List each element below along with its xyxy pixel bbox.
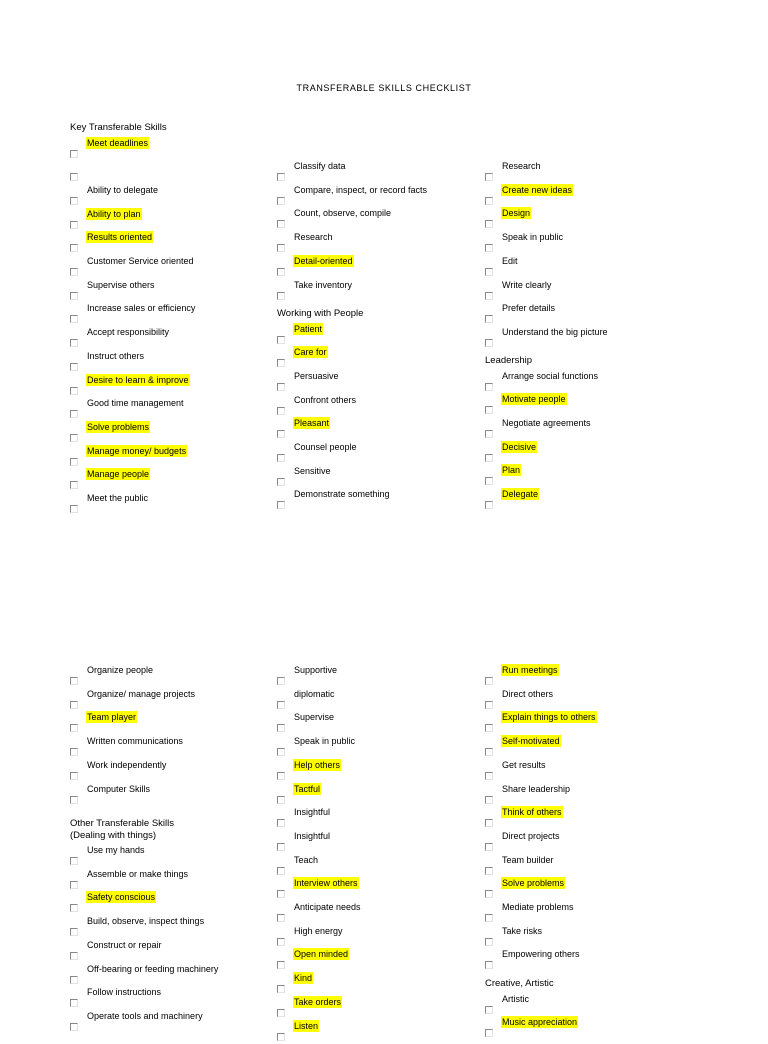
- checklist-item-label: Organize people: [87, 665, 154, 675]
- checklist-item: [485, 1016, 685, 1040]
- checklist-item: [70, 844, 270, 868]
- checklist-item-label: Take inventory: [294, 279, 353, 290]
- checklist-item-label: Results oriented: [87, 232, 153, 243]
- checklist-item: [70, 939, 270, 963]
- checklist-item: [277, 996, 477, 1020]
- checkbox-icon[interactable]: [485, 477, 493, 485]
- checklist-item: [70, 208, 270, 232]
- checkbox-icon[interactable]: [70, 976, 78, 984]
- checklist-item: [485, 370, 685, 394]
- checklist-item-label: Solve problems: [502, 878, 565, 889]
- checkbox-icon[interactable]: [70, 796, 78, 804]
- checklist-item: [485, 664, 685, 688]
- checkbox-icon[interactable]: [485, 315, 493, 323]
- checkbox-icon[interactable]: [277, 772, 285, 780]
- checklist-item-label: Delegate: [502, 489, 539, 499]
- checklist-item: [70, 374, 270, 398]
- section-heading: Creative, Artistic: [485, 978, 554, 989]
- checkbox-icon[interactable]: [70, 481, 78, 489]
- checklist-item-label: Tactful: [294, 783, 321, 794]
- checklist-item: [485, 783, 685, 807]
- checklist-item-label: Insightful: [294, 807, 331, 818]
- checklist-item-label: Meet deadlines: [87, 137, 149, 148]
- checkbox-icon[interactable]: [485, 501, 493, 509]
- checklist-item-label: Insightful: [294, 830, 331, 841]
- checklist-item: [70, 891, 270, 915]
- checkbox-icon[interactable]: [277, 268, 285, 276]
- checklist-item-label: Good time management: [87, 398, 184, 409]
- checkbox-icon[interactable]: [70, 221, 78, 229]
- checklist-item: [277, 711, 477, 735]
- checklist-item: [277, 323, 477, 347]
- checklist-item-label: Artistic: [502, 993, 529, 1004]
- checklist-item-label: Organize/ manage projects: [87, 688, 196, 699]
- checkbox-icon[interactable]: [70, 701, 78, 709]
- checkbox-icon[interactable]: [70, 505, 78, 513]
- checkbox-icon[interactable]: [485, 268, 493, 276]
- checklist-item-label: Understand the big picture: [502, 326, 608, 337]
- checkbox-icon[interactable]: [485, 244, 493, 252]
- checklist-item-label: Manage people: [87, 469, 150, 480]
- checklist-item: [485, 711, 685, 735]
- checklist-item-label: Supervise others: [87, 279, 155, 290]
- checklist-item-label: Anticipate needs: [294, 902, 361, 912]
- checklist-item: [277, 806, 477, 830]
- checklist-item: [277, 441, 477, 465]
- checklist-item: [277, 783, 477, 807]
- checklist-item: [70, 735, 270, 759]
- checklist-item-label: High energy: [294, 925, 343, 936]
- page-title: TRANSFERABLE SKILLS CHECKLIST: [296, 83, 472, 93]
- checklist-item-label: Empowering others: [502, 949, 580, 960]
- checklist-item-label: Counsel people: [294, 442, 357, 452]
- checklist-item-label: Edit: [502, 255, 518, 266]
- checkbox-icon[interactable]: [485, 173, 493, 181]
- checklist-item: [277, 759, 477, 783]
- checklist-item: [485, 925, 685, 949]
- checklist-item-label: Motivate people: [502, 394, 566, 405]
- checklist-item-label: Compare, inspect, or record facts: [294, 184, 428, 195]
- checklist-item-label: Help others: [294, 759, 341, 770]
- checklist-item: [70, 184, 270, 208]
- checkbox-icon[interactable]: [277, 701, 285, 709]
- checkbox-icon[interactable]: [70, 387, 78, 395]
- checklist-item-label: Sensitive: [294, 465, 331, 476]
- checklist-item: [277, 417, 477, 441]
- checkbox-icon[interactable]: [277, 197, 285, 205]
- checklist-item: [70, 492, 270, 516]
- checklist-item-label: Confront others: [294, 394, 357, 405]
- checklist-item: [277, 207, 477, 231]
- checklist-item: [277, 231, 477, 255]
- section-heading: Working with People: [277, 308, 364, 319]
- checklist-item-label: Written communications: [87, 736, 183, 747]
- checkbox-icon[interactable]: [70, 999, 78, 1007]
- checklist-item: [485, 279, 685, 303]
- checklist-item: [70, 279, 270, 303]
- checklist-item: [277, 877, 477, 901]
- checklist-item-label: Off-bearing or feeding machinery: [87, 963, 219, 974]
- checklist-item: [485, 441, 685, 465]
- checkbox-icon[interactable]: [485, 677, 493, 685]
- checklist-item: [70, 711, 270, 735]
- checkbox-icon[interactable]: [485, 748, 493, 756]
- checklist-item-label: Decisive: [502, 441, 537, 452]
- checklist-item-label: Negotiate agreements: [502, 417, 591, 428]
- checklist-item-label: Computer Skills: [87, 783, 151, 794]
- checkbox-icon[interactable]: [277, 1033, 285, 1041]
- checkbox-icon[interactable]: [277, 292, 285, 300]
- checklist-item-label: Increase sales or efficiency: [87, 303, 196, 314]
- checkbox-icon[interactable]: [277, 244, 285, 252]
- checklist-item-label: Teach: [294, 854, 319, 865]
- checklist-item: [485, 417, 685, 441]
- checklist-item: [485, 231, 685, 255]
- checkbox-icon[interactable]: [485, 961, 493, 969]
- checklist-item-label: Arrange social functions: [502, 370, 599, 381]
- checkbox-icon[interactable]: [70, 315, 78, 323]
- checklist-item: [277, 972, 477, 996]
- checklist-item: [70, 664, 270, 688]
- checklist-item: [485, 854, 685, 878]
- checkbox-icon[interactable]: [70, 339, 78, 347]
- checkbox-icon[interactable]: [277, 796, 285, 804]
- checkbox-icon[interactable]: [277, 430, 285, 438]
- checklist-item: [485, 877, 685, 901]
- checklist-item-label: Get results: [502, 759, 546, 770]
- checkbox-icon[interactable]: [485, 914, 493, 922]
- checkbox-icon[interactable]: [277, 478, 285, 486]
- checklist-item: [485, 830, 685, 854]
- checklist-item-label: Detail-oriented: [294, 255, 353, 266]
- checkbox-icon[interactable]: [277, 359, 285, 367]
- checkbox-icon[interactable]: [485, 843, 493, 851]
- checkbox-icon[interactable]: [70, 434, 78, 442]
- checklist-item: [277, 160, 477, 184]
- checkbox-icon[interactable]: [277, 1009, 285, 1017]
- checkbox-icon[interactable]: [485, 339, 493, 347]
- checklist-item-label: Accept responsibility: [87, 327, 170, 338]
- checkbox-icon[interactable]: [70, 1023, 78, 1031]
- checkbox-icon[interactable]: [485, 1006, 493, 1014]
- checklist-item: [485, 993, 685, 1017]
- checkbox-icon[interactable]: [485, 796, 493, 804]
- checkbox-icon[interactable]: [485, 454, 493, 462]
- checklist-item: [277, 925, 477, 949]
- section-heading: Key Transferable Skills: [70, 122, 167, 133]
- checklist-item: [485, 806, 685, 830]
- checklist-item-label: Research: [502, 161, 541, 171]
- checkbox-icon[interactable]: [277, 819, 285, 827]
- checkbox-icon[interactable]: [485, 220, 493, 228]
- checklist-item-label: Assemble or make things: [87, 868, 189, 879]
- checklist-item-label: Meet the public: [87, 493, 149, 503]
- checklist-item-label: Music appreciation: [502, 1017, 578, 1028]
- section-heading: Other Transferable Skills: [70, 818, 175, 829]
- checklist-item-label: Build, observe, inspect things: [87, 916, 205, 927]
- checkbox-icon[interactable]: [277, 938, 285, 946]
- checklist-item: [70, 421, 270, 445]
- checkbox-icon[interactable]: [277, 407, 285, 415]
- checkbox-icon[interactable]: [277, 677, 285, 685]
- checklist-item: [277, 279, 477, 303]
- checklist-item: [485, 393, 685, 417]
- checklist-item: [277, 948, 477, 972]
- checklist-item: [70, 688, 270, 712]
- checklist-item: [277, 664, 477, 688]
- checklist-item-label: Operate tools and machinery: [87, 1010, 203, 1021]
- checkbox-icon[interactable]: [277, 748, 285, 756]
- checklist-item-label: Create new ideas: [502, 184, 573, 195]
- checkbox-icon[interactable]: [277, 220, 285, 228]
- checklist-item: [485, 326, 685, 350]
- checklist-item-label: Kind: [294, 973, 313, 984]
- checkbox-icon[interactable]: [485, 430, 493, 438]
- checklist-item: [485, 207, 685, 231]
- checkbox-icon[interactable]: [70, 772, 78, 780]
- checkbox-icon[interactable]: [70, 928, 78, 936]
- checklist-item: [70, 1010, 270, 1034]
- checklist-item-label: Solve problems: [87, 421, 150, 432]
- checklist-item: [277, 488, 477, 512]
- checklist-item-label: Direct others: [502, 688, 554, 699]
- checklist-item: [485, 184, 685, 208]
- checklist-item: [277, 735, 477, 759]
- checklist-item-label: Safety conscious: [87, 892, 156, 903]
- checkbox-icon[interactable]: [277, 867, 285, 875]
- section-heading: (Dealing with things): [70, 829, 157, 841]
- checkbox-icon[interactable]: [277, 173, 285, 181]
- checklist-item-label: Ability to plan: [87, 208, 141, 219]
- checklist-item-label: Speak in public: [294, 736, 356, 747]
- checklist-item-label: Manage money/ budgets: [87, 445, 187, 456]
- checkbox-icon[interactable]: [485, 406, 493, 414]
- checklist-item: [485, 735, 685, 759]
- checklist-item-label: Share leadership: [502, 783, 571, 794]
- checklist-item-label: Team builder: [502, 854, 554, 865]
- checkbox-icon[interactable]: [70, 150, 78, 158]
- checklist-item: [70, 445, 270, 469]
- checklist-item-label: Count, observe, compile: [294, 208, 392, 219]
- checklist-item: [277, 465, 477, 489]
- checkbox-icon[interactable]: [485, 724, 493, 732]
- checkbox-icon[interactable]: [485, 1029, 493, 1037]
- checklist-item-label: Patient: [294, 323, 323, 334]
- checklist-item-label: Mediate problems: [502, 902, 574, 912]
- checkbox-icon[interactable]: [277, 985, 285, 993]
- checklist-item-label: Self-motivated: [502, 736, 560, 747]
- checklist-item: [70, 783, 270, 807]
- checklist-item: [485, 759, 685, 783]
- checklist-item-label: Direct projects: [502, 830, 560, 841]
- checklist-item: [70, 231, 270, 255]
- checklist-item: [485, 901, 685, 925]
- checklist-item-label: Open minded: [294, 949, 349, 960]
- checklist-item: [485, 255, 685, 279]
- checklist-item-label: Plan: [502, 465, 521, 476]
- checkbox-icon[interactable]: [485, 701, 493, 709]
- section-heading: Leadership: [485, 355, 533, 366]
- checkbox-icon[interactable]: [70, 458, 78, 466]
- checklist-item: [70, 963, 270, 987]
- checklist-item-label: Run meetings: [502, 665, 558, 675]
- checkbox-icon[interactable]: [70, 952, 78, 960]
- checklist-item-label: Demonstrate something: [294, 489, 390, 500]
- checklist-item-label: Persuasive: [294, 370, 339, 381]
- checklist-item-label: Take orders: [294, 996, 342, 1007]
- checklist-item-label: Ability to delegate: [87, 184, 159, 195]
- checklist-item: [70, 326, 270, 350]
- checklist-item: [277, 688, 477, 712]
- checklist-item-label: Take risks: [502, 925, 543, 936]
- checklist-item: [485, 488, 685, 512]
- checklist-item-label: Prefer details: [502, 303, 556, 314]
- checkbox-icon[interactable]: [485, 819, 493, 827]
- checklist-item: [70, 302, 270, 326]
- checklist-item-label: Team player: [87, 712, 137, 723]
- checkbox-icon[interactable]: [485, 890, 493, 898]
- checklist-item: [485, 948, 685, 972]
- checkbox-icon[interactable]: [70, 677, 78, 685]
- checkbox-icon[interactable]: [70, 904, 78, 912]
- checkbox-icon[interactable]: [70, 244, 78, 252]
- checkbox-icon[interactable]: [70, 724, 78, 732]
- checklist-item: [70, 759, 270, 783]
- checklist-item-label: Instruct others: [87, 350, 145, 361]
- checklist-item: [70, 255, 270, 279]
- checklist-item: [485, 160, 685, 184]
- checklist-item: [485, 464, 685, 488]
- checklist-item-label: Design: [502, 208, 531, 219]
- checkbox-icon[interactable]: [485, 867, 493, 875]
- checkbox-icon[interactable]: [70, 857, 78, 865]
- checklist-item-label: Desire to learn & improve: [87, 374, 189, 385]
- checklist-item: [277, 255, 477, 279]
- checkbox-icon[interactable]: [485, 292, 493, 300]
- checklist-item: [277, 901, 477, 925]
- checklist-item: [277, 370, 477, 394]
- checkbox-icon[interactable]: [277, 383, 285, 391]
- checklist-item-label: Use my hands: [87, 845, 145, 855]
- checklist-item: [485, 688, 685, 712]
- checklist-item-label: Speak in public: [502, 232, 564, 243]
- checklist-item-label: Work independently: [87, 759, 167, 770]
- checklist-item: [70, 137, 270, 161]
- checklist-item: [70, 350, 270, 374]
- checklist-item: [485, 302, 685, 326]
- checklist-item: [277, 184, 477, 208]
- checklist-item: [70, 160, 270, 184]
- checkbox-icon[interactable]: [70, 197, 78, 205]
- checklist-item-label: Listen: [294, 1020, 319, 1031]
- checkbox-icon[interactable]: [70, 292, 78, 300]
- checklist-item: [70, 986, 270, 1010]
- checkbox-icon[interactable]: [70, 268, 78, 276]
- checklist-item-label: diplomatic: [294, 688, 335, 699]
- checkbox-icon[interactable]: [277, 890, 285, 898]
- checkbox-icon[interactable]: [277, 843, 285, 851]
- checklist-item: [70, 397, 270, 421]
- checklist-item: [277, 346, 477, 370]
- checklist-item-label: Think of others: [502, 807, 562, 818]
- checkbox-icon[interactable]: [277, 961, 285, 969]
- checklist-item-label: Supportive: [294, 665, 338, 675]
- checkbox-icon[interactable]: [277, 724, 285, 732]
- checkbox-icon[interactable]: [70, 881, 78, 889]
- checkbox-icon[interactable]: [485, 197, 493, 205]
- checklist-item-label: Care for: [294, 347, 327, 358]
- checklist-item-label: Interview others: [294, 878, 358, 889]
- checklist-item: [70, 868, 270, 892]
- checkbox-icon[interactable]: [277, 914, 285, 922]
- checklist-item: [277, 1020, 477, 1044]
- checklist-item-label: Classify data: [294, 161, 346, 171]
- checklist-item: [70, 915, 270, 939]
- checklist-item: [70, 468, 270, 492]
- checkbox-icon[interactable]: [485, 772, 493, 780]
- checkbox-icon[interactable]: [485, 938, 493, 946]
- checklist-item-label: Research: [294, 232, 333, 243]
- checklist-item-label: Write clearly: [502, 279, 552, 290]
- checkbox-icon[interactable]: [70, 748, 78, 756]
- checkbox-icon[interactable]: [70, 363, 78, 371]
- checkbox-icon[interactable]: [485, 383, 493, 391]
- checklist-item-label: Customer Service oriented: [87, 256, 194, 266]
- checkbox-icon[interactable]: [277, 454, 285, 462]
- checklist-item-label: Explain things to others: [502, 712, 596, 723]
- checkbox-icon[interactable]: [70, 173, 78, 181]
- checklist-item: [277, 854, 477, 878]
- checkbox-icon[interactable]: [70, 410, 78, 418]
- checklist-item-label: Construct or repair: [87, 939, 162, 950]
- checklist-item: [277, 830, 477, 854]
- checklist-item-label: Pleasant: [294, 418, 330, 429]
- checkbox-icon[interactable]: [277, 501, 285, 509]
- checklist-item-label: Follow instructions: [87, 987, 162, 998]
- checkbox-icon[interactable]: [277, 336, 285, 344]
- checklist-item-label: Supervise: [294, 712, 335, 723]
- checklist-item: [277, 394, 477, 418]
